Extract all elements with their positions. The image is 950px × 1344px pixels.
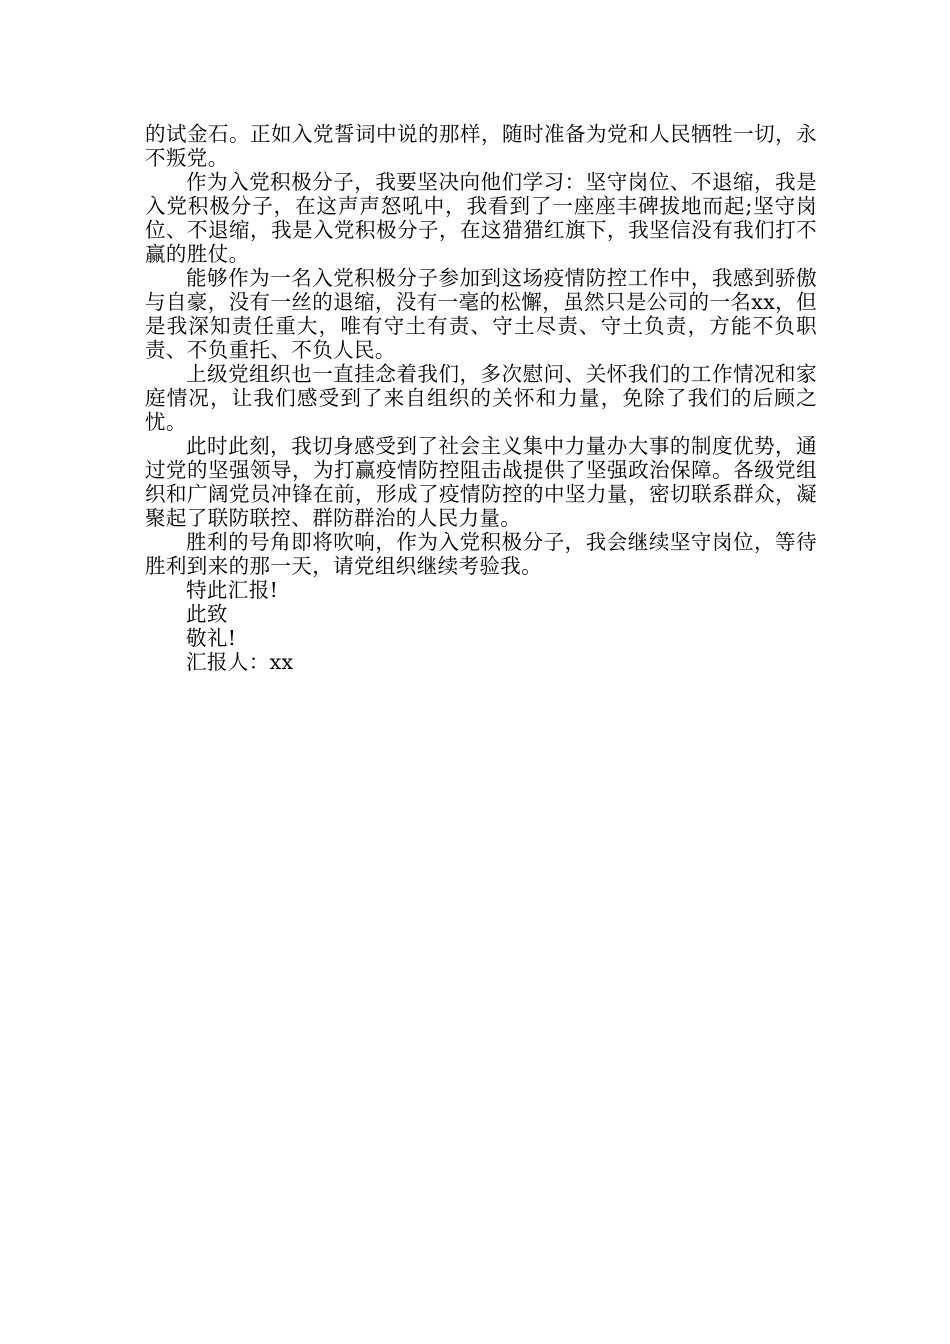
signature: 汇报人：xx bbox=[186, 650, 294, 674]
salutation: 此致 bbox=[186, 602, 228, 626]
paragraph: 胜利的号角即将吹响，作为入党积极分子，我会继续坚守岗位，等待胜利到来的那一天，请党组织继续考验我。 bbox=[145, 530, 817, 578]
paragraph: 上级党组织也一直挂念着我们，多次慰问、关怀我们的工作情况和家庭情况，让我们感受到了来自组织的关怀和力量，免除了我们的后顾之忧。 bbox=[145, 362, 817, 434]
document-body bbox=[145, 122, 817, 674]
paragraph: 作为入党积极分子，我要坚决向他们学习：坚守岗位、不退缩，我是入党积极分子，在这声声怒吼中，我看到了一座座丰碑拔地而起;坚守岗位、不退缩，我是入党积极分子，在这猎猎红旗下，我坚信没有我们打不赢的胜仗。 bbox=[145, 170, 817, 266]
paragraph: 能够作为一名入党积极分子参加到这场疫情防控工作中，我感到骄傲与自豪，没有一丝的退缩，没有一毫的松懈，虽然只是公司的一名xx，但是我深知责任重大，唯有守土有责、守土尽责、守土负责，方能不负职责、不负重托、不负人民。 bbox=[145, 266, 817, 362]
paragraph: 此时此刻，我切身感受到了社会主义集中力量办大事的制度优势，通过党的坚强领导，为打赢疫情防控阻击战提供了坚强政治保障。各级党组织和广阔党员冲锋在前，形成了疫情防控的中坚力量，密切联系群众，凝聚起了联防联控、群防群治的人民力量。 bbox=[145, 434, 817, 530]
report-line: 特此汇报! bbox=[186, 578, 279, 602]
paragraph-continuation: 的试金石。正如入党誓词中说的那样，随时准备为党和人民牺牲一切，永不叛党。 bbox=[145, 122, 817, 170]
regards: 敬礼! bbox=[186, 626, 237, 650]
